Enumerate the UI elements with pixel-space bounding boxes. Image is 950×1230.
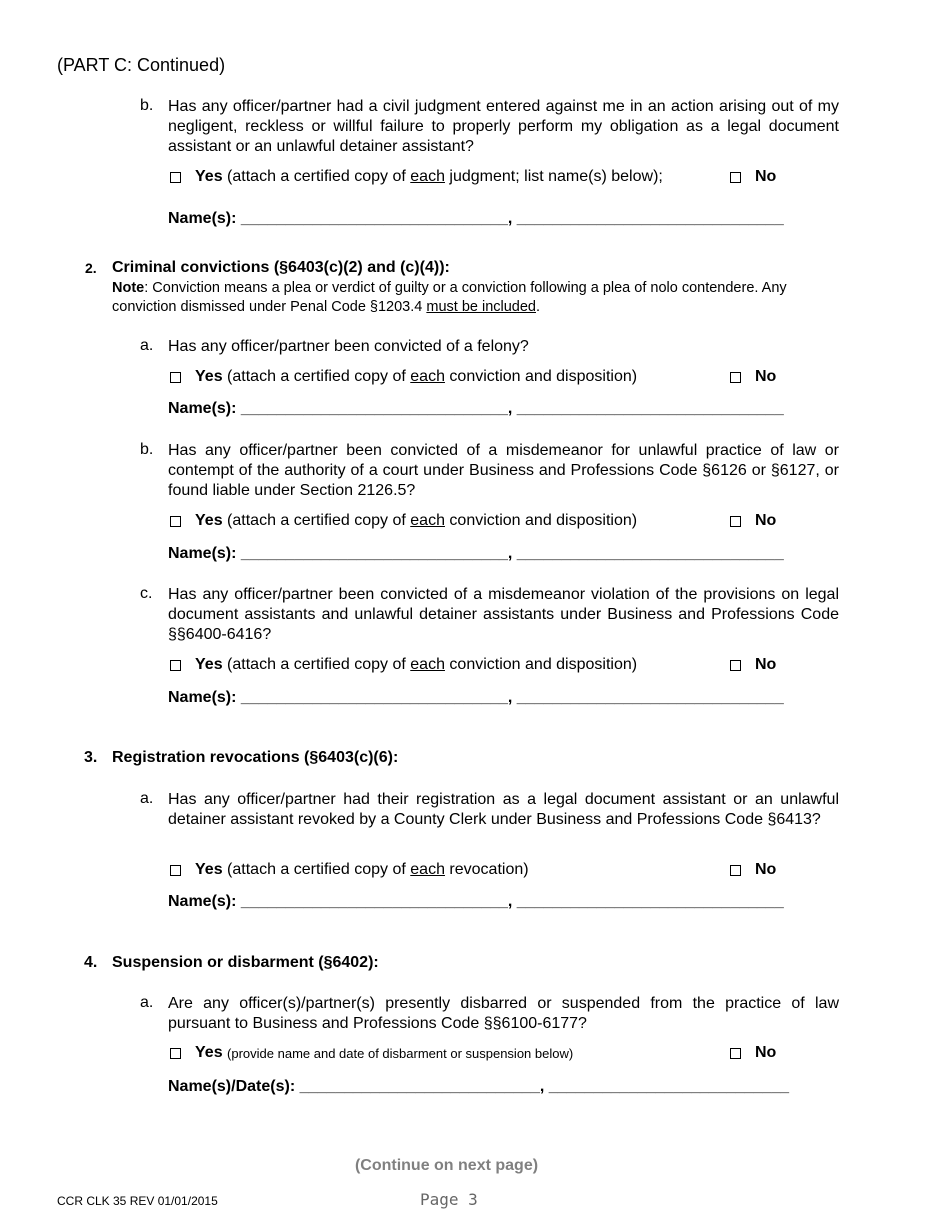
q2b-letter: b. xyxy=(140,441,154,458)
q3a-no-checkbox[interactable] xyxy=(730,865,741,876)
q2c-no-option[interactable]: No xyxy=(730,656,776,674)
q2c-text: Has any officer/partner been convicted of a misdemeanor violation of the provisions on legal document assistants and unlawful detainer assistants under Business and Professions Code §§6400-6416? xyxy=(168,586,839,643)
q2a-text: Has any officer/partner been convicted of a felony? xyxy=(168,338,529,355)
q3a-letter: a. xyxy=(140,790,154,807)
q1b-yes-checkbox[interactable] xyxy=(170,172,181,183)
q1b-yes-option[interactable]: Yes (attach a certified copy of each judgment; list name(s) below); xyxy=(170,168,663,186)
q2a-letter: a. xyxy=(140,337,154,354)
q3a-names-field[interactable]: Name(s): ______________________________, ______________________________ xyxy=(168,893,784,910)
q2a-yes-option[interactable]: Yes (attach a certified copy of each conviction and disposition) xyxy=(170,368,637,386)
q4a-yes-checkbox[interactable] xyxy=(170,1048,181,1059)
q2a-no-checkbox[interactable] xyxy=(730,372,741,383)
q1b-letter: b. xyxy=(140,97,154,114)
q1b-no-option[interactable]: No xyxy=(730,168,776,186)
form-id: CCR CLK 35 REV 01/01/2015 xyxy=(57,1194,218,1208)
q1b-text: Has any officer/partner had a civil judgment entered against me in an action arising out of my negligent, reckless or willful failure to properly perform my obligation as a legal document assistant or an unlawful detainer assistant? xyxy=(168,98,839,155)
section-3-number: 3. xyxy=(84,749,98,766)
q3a-no-option[interactable]: No xyxy=(730,861,776,879)
q2b-no-checkbox[interactable] xyxy=(730,516,741,527)
q1b-names-field[interactable]: Name(s): ______________________________, ______________________________ xyxy=(168,210,784,227)
q4a-names-dates-field[interactable]: Name(s)/Date(s): ___________________________, ___________________________ xyxy=(168,1078,789,1095)
q4a-text: Are any officer(s)/partner(s) presently disbarred or suspended from the practice of law pursuant to Business and Professions Code §§6100-6177? xyxy=(168,995,839,1032)
q4a-no-checkbox[interactable] xyxy=(730,1048,741,1059)
continue-note: (Continue on next page) xyxy=(354,1157,539,1174)
q2a-no-option[interactable]: No xyxy=(730,368,776,386)
q2c-names-field[interactable]: Name(s): ______________________________, ______________________________ xyxy=(168,689,784,706)
q3a-text: Has any officer/partner had their registration as a legal document assistant or an unlawful detainer assistant revoked by a County Clerk under Business and Professions Code §6413? xyxy=(168,791,839,828)
q3a-yes-option[interactable]: Yes (attach a certified copy of each revocation) xyxy=(170,861,529,879)
q2c-yes-option[interactable]: Yes (attach a certified copy of each conviction and disposition) xyxy=(170,656,637,674)
q2b-text: Has any officer/partner been convicted of a misdemeanor for unlawful practice of law or contempt of the authority of a court under Business and Professions Code §6126 or §6127, or found liable under Section 2126.5? xyxy=(168,442,839,499)
section-2-number: 2. xyxy=(85,260,97,276)
section-3-title: Registration revocations (§6403(c)(6): xyxy=(112,749,399,766)
page-number: Page 3 xyxy=(420,1190,478,1209)
q4a-yes-option[interactable]: Yes (provide name and date of disbarment or suspension below) xyxy=(170,1044,573,1062)
section-2-title: Criminal convictions (§6403(c)(2) and (c)(4)): xyxy=(112,259,450,276)
section-4-title: Suspension or disbarment (§6402): xyxy=(112,954,379,971)
q2a-yes-checkbox[interactable] xyxy=(170,372,181,383)
q2b-no-option[interactable]: No xyxy=(730,512,776,530)
q2b-yes-option[interactable]: Yes (attach a certified copy of each conviction and disposition) xyxy=(170,512,637,530)
q2c-no-checkbox[interactable] xyxy=(730,660,741,671)
q4a-no-option[interactable]: No xyxy=(730,1044,776,1062)
q1b-no-checkbox[interactable] xyxy=(730,172,741,183)
q2b-yes-checkbox[interactable] xyxy=(170,516,181,527)
section-4-number: 4. xyxy=(84,954,98,971)
section-2-note: Note: Conviction means a plea or verdict of guilty or a conviction following a plea of nolo contendere. Any conviction dismissed under Penal Code §1203.4 must be included. xyxy=(112,280,787,315)
q2c-letter: c. xyxy=(140,585,153,602)
q4a-letter: a. xyxy=(140,994,154,1011)
q2b-names-field[interactable]: Name(s): ______________________________, ______________________________ xyxy=(168,545,784,562)
q3a-yes-checkbox[interactable] xyxy=(170,865,181,876)
q2a-names-field[interactable]: Name(s): ______________________________, ______________________________ xyxy=(168,400,784,417)
part-header: (PART C: Continued) xyxy=(57,55,226,75)
q2c-yes-checkbox[interactable] xyxy=(170,660,181,671)
